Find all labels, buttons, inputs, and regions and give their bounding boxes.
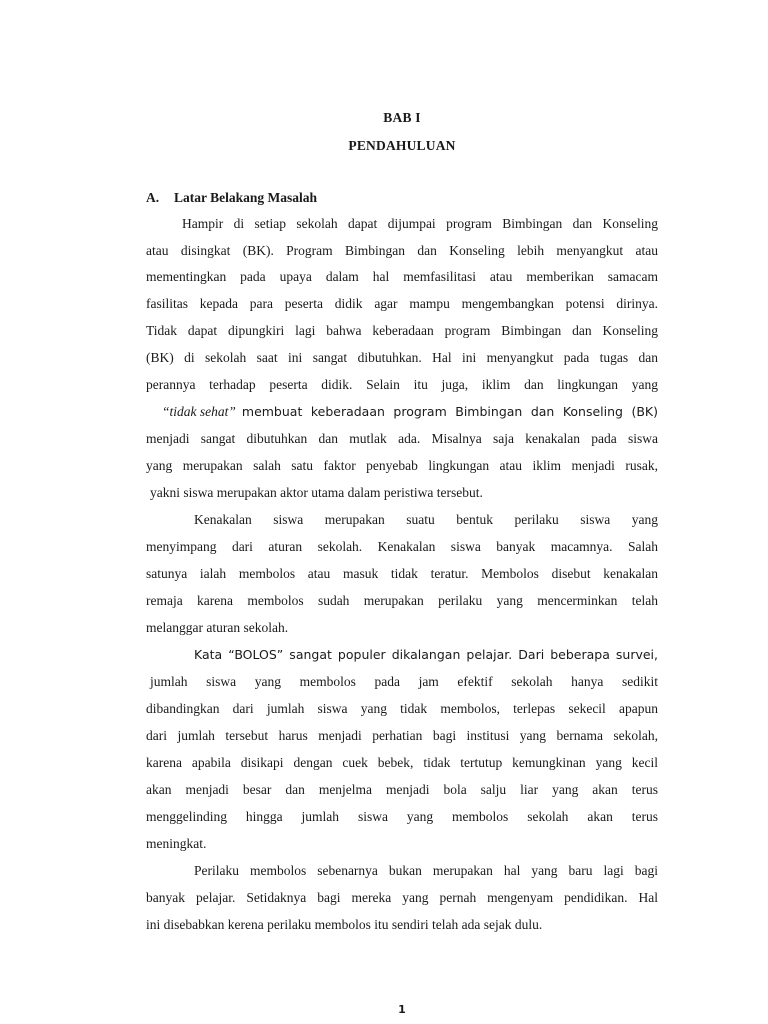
paragraph-line: remaja karena membolos sudah merupakan perilaku yang mencerminkan telah bbox=[146, 593, 658, 608]
paragraph-line: Hampir di setiap sekolah dapat dijumpai program Bimbingan dan Konseling bbox=[182, 216, 658, 231]
page-number: 1 bbox=[398, 1003, 406, 1016]
paragraph-line: yang merupakan salah satu faktor penyebab lingkungan atau iklim menjadi rusak, bbox=[146, 458, 658, 473]
paragraph-line: melanggar aturan sekolah. bbox=[146, 620, 289, 635]
paragraph-line: Kata “BOLOS” sangat populer dikalangan pelajar. Dari beberapa survei, bbox=[194, 647, 658, 662]
paragraph-line: fasilitas kepada para peserta didik agar mampu mengembangkan potensi dirinya. bbox=[146, 296, 658, 311]
paragraph-line: dibandingkan dari jumlah siswa yang tidak membolos, terlepas sekecil apapun bbox=[146, 701, 658, 716]
paragraph-line-rest: membuat keberadaan program Bimbingan dan Konseling (BK) bbox=[241, 404, 658, 419]
paragraph-line: perannya terhadap peserta didik. Selain itu juga, iklim dan lingkungan yang bbox=[146, 377, 658, 392]
paragraph-line: atau disingkat (BK). Program Bimbingan dan Konseling lebih menyangkut atau bbox=[146, 243, 658, 258]
section-number: A. bbox=[146, 190, 160, 205]
quoted-italic: “tidak sehat” bbox=[162, 404, 236, 419]
paragraph-line: Perilaku membolos sebenarnya bukan merupakan hal yang baru lagi bagi bbox=[194, 863, 658, 878]
paragraph-line: mementingkan pada upaya dalam hal memfasilitasi atau memberikan samacam bbox=[146, 269, 658, 284]
paragraph-line: menyimpang dari aturan sekolah. Kenakalan siswa banyak macamnya. Salah bbox=[146, 539, 658, 554]
chapter-title: PENDAHULUAN bbox=[348, 138, 456, 153]
paragraph-line: satunya ialah membolos atau masuk tidak teratur. Membolos disebut kenakalan bbox=[146, 566, 658, 581]
paragraph-line: menggelinding hingga jumlah siswa yang membolos sekolah akan terus bbox=[146, 809, 658, 824]
paragraph-line: Kenakalan siswa merupakan suatu bentuk perilaku siswa yang bbox=[194, 512, 658, 527]
paragraph-line: ini disebabkan kerena perilaku membolos itu sendiri telah ada sejak dulu. bbox=[146, 917, 543, 932]
paragraph-line: meningkat. bbox=[146, 836, 207, 851]
section-title: Latar Belakang Masalah bbox=[174, 190, 318, 205]
paragraph-line: menjadi sangat dibutuhkan dan mutlak ada. Misalnya saja kenakalan pada siswa bbox=[146, 431, 658, 446]
paragraph-line: jumlah siswa yang membolos pada jam efektif sekolah hanya sedikit bbox=[150, 674, 658, 689]
paragraph-line: karena apabila disikapi dengan cuek bebek, tidak tertutup kemungkinan yang kecil bbox=[146, 755, 658, 770]
paragraph-line: Tidak dapat dipungkiri lagi bahwa keberadaan program Bimbingan dan Konseling bbox=[146, 323, 658, 338]
paragraph-line: akan menjadi besar dan menjelma menjadi bola salju liar yang akan terus bbox=[146, 782, 658, 797]
paragraph-line: dari jumlah tersebut harus menjadi perhatian bagi institusi yang bernama sekolah, bbox=[146, 728, 658, 743]
paragraph-line: yakni siswa merupakan aktor utama dalam peristiwa tersebut. bbox=[150, 485, 483, 500]
chapter-label: BAB I bbox=[383, 110, 421, 125]
paragraph-line: banyak pelajar. Setidaknya bagi mereka yang pernah mengenyam pendidikan. Hal bbox=[146, 890, 658, 905]
section-heading bbox=[146, 190, 317, 206]
paragraph-line: (BK) di sekolah saat ini sangat dibutuhkan. Hal ini menyangkut pada tugas dan bbox=[146, 350, 658, 365]
paragraph-line bbox=[162, 403, 658, 421]
